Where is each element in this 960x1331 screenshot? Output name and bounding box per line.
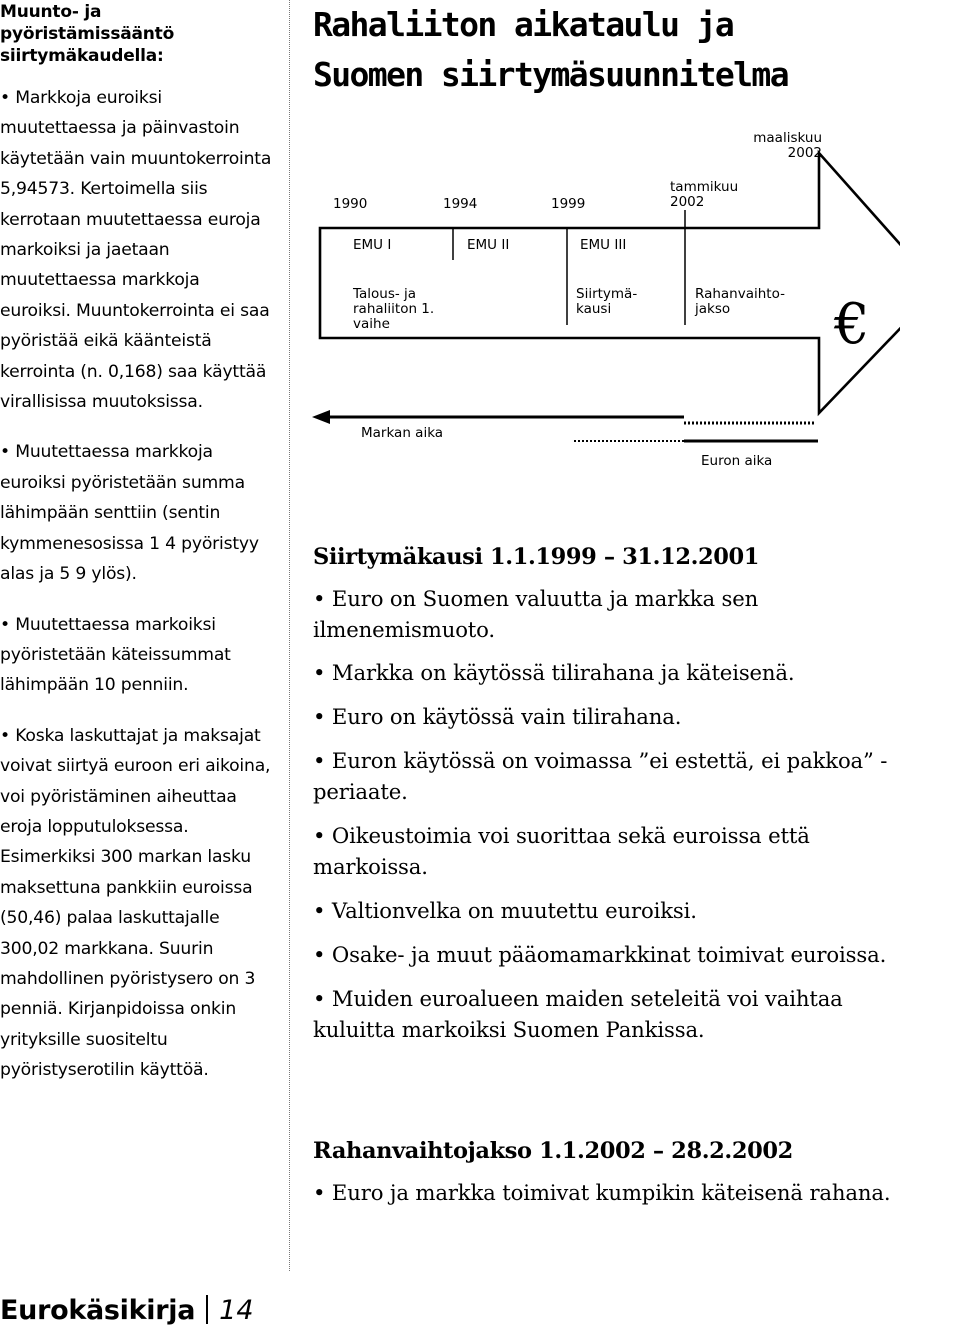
footer-separator	[206, 1295, 208, 1324]
transition-bullet-2: • Markka on käytössä tilirahana ja käteisenä.	[313, 660, 795, 685]
exchange-bullet-1: • Euro ja markka toimivat kumpikin käteisenä rahana.	[313, 1180, 891, 1205]
label-markan-aika: Markan aika	[361, 425, 444, 441]
stage-emu-2: EMU II	[467, 237, 510, 253]
stage-emu-3: EMU III	[580, 237, 627, 253]
markan-aika-arrowhead	[312, 410, 330, 424]
period-talous: Talous- ja rahaliiton 1. vaihe	[353, 286, 435, 332]
timeline-arrow	[320, 153, 900, 413]
stage-emu-1: EMU I	[353, 237, 392, 253]
transition-bullet-5: • Oikeustoimia voi suorittaa sekä euroissa että markoissa.	[313, 823, 810, 879]
milestone-tammikuu: tammikuu 2002	[670, 179, 739, 210]
label-euron-aika: Euron aika	[701, 453, 773, 469]
transition-bullet-3: • Euro on käytössä vain tilirahana.	[313, 704, 682, 729]
title-line-1: Rahaliiton aikataulu ja	[313, 5, 734, 44]
transition-bullet-1: • Euro on Suomen valuutta ja markka sen ilmenemismuoto.	[313, 586, 759, 642]
transition-bullet-7: • Osake- ja muut pääomamarkkinat toimivat euroissa.	[313, 942, 887, 967]
year-1990: 1990	[333, 196, 368, 212]
transition-heading: Siirtymäkausi 1.1.1999 – 31.12.2001	[313, 544, 760, 570]
transition-section	[313, 542, 893, 1045]
side-heading: Muunto- ja pyöristämissääntö siirtymäkaudella:	[0, 2, 175, 66]
exchange-section	[313, 1136, 893, 1208]
rounding-rule-4: • Koska laskuttajat ja maksajat voivat siirtyä euroon eri aikoina, voi pyöristäminen aiheuttaa eroja lopputuloksessa. Esimerkiksi 300 markan lasku maksettuna pankkiin euroissa (50,46) palaa laskuttajalle 300,02 markkana. Suurin mahdollinen pyöristysero on 3 penniä. Kirjanpidoissa onkin yrityksille suositeltu pyöristyserotilin käyttöä.	[0, 725, 271, 1081]
title-line-2: Suomen siirtymäsuunnitelma	[313, 55, 788, 94]
rounding-rule-3: • Muutettaessa markoiksi pyöristetään käteissummat lähimpään 10 penniin.	[0, 614, 231, 696]
rounding-rule-1: • Markkoja euroiksi muutettaessa ja päinvastoin käytetään vain muuntokerrointa 5,94573. Kertoimella siis kerrotaan muutettaessa euroja markoiksi ja jaetaan muutettaessa markkoja euroiksi. Muuntokerrointa ei saa pyöristää eikä käänteistä kerrointa (n. 0,168) saa käyttää virallisissa muutoksissa.	[0, 88, 272, 413]
euro-icon: €	[834, 292, 870, 357]
milestone-maaliskuu: maaliskuu 2002	[753, 130, 822, 161]
year-1994: 1994	[443, 196, 478, 212]
period-siirtyma: Siirtymä- kausi	[576, 286, 638, 317]
period-rahanvaihto: Rahanvaihto- jakso	[695, 286, 785, 317]
page-footer	[0, 1293, 254, 1329]
page-number: 14	[219, 1295, 254, 1326]
rounding-rule-2: • Muutettaessa markkoja euroiksi pyöristetään summa lähimpään senttiin (sentin kymmenesosissa 1 4 pyöristyy alas ja 5 9 ylös).	[0, 442, 259, 585]
transition-bullet-6: • Valtionvelka on muutettu euroiksi.	[313, 898, 697, 923]
year-1999: 1999	[551, 196, 586, 212]
left-column	[0, 0, 272, 1106]
footer-brand: Eurokäsikirja	[0, 1295, 196, 1326]
column-divider	[289, 0, 290, 1271]
exchange-heading: Rahanvaihtojakso 1.1.2002 – 28.2.2002	[313, 1138, 793, 1164]
transition-bullet-8: • Muiden euroalueen maiden seteleitä voi vaihtaa kuluitta markoiksi Suomen Pankissa.	[313, 986, 843, 1042]
transition-bullet-4: • Euron käytössä on voimassa ”ei estettä, ei pakkoa” -periaate.	[313, 748, 888, 804]
timeline-diagram	[300, 120, 900, 490]
page-title	[313, 0, 933, 100]
